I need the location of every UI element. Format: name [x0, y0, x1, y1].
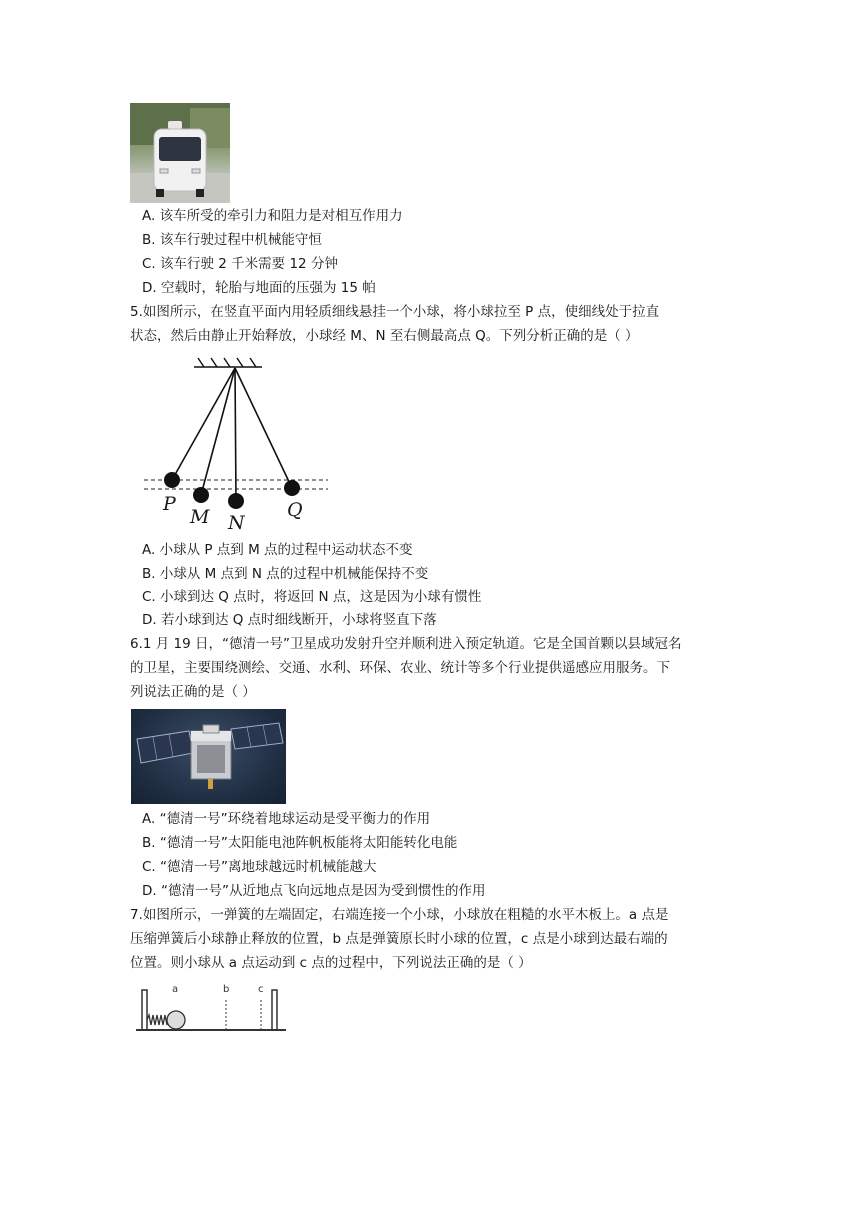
satellite-photo [131, 709, 286, 804]
autonomous-bus-photo [130, 103, 230, 203]
pendulum-figure [140, 355, 340, 535]
label-m: M [190, 506, 210, 528]
q5-option-a: A. 小球从 P 点到 M 点的过程中运动状态不变 [142, 542, 413, 558]
q6-option-c: C. “德清一号”离地球越远时机械能越大 [142, 859, 377, 875]
q5-option-c: C. 小球到达 Q 点时，将返回 N 点，这是因为小球有惯性 [142, 589, 482, 605]
q5-option-b: B. 小球从 M 点到 N 点的过程中机械能保持不变 [142, 566, 429, 582]
q5-stem-line-2: 状态，然后由静止开始释放，小球经 M、N 至右侧最高点 Q。下列分析正确的是（ ） [130, 328, 639, 344]
q6-stem-line-3: 列说法正确的是（ ） [130, 684, 256, 700]
q6-option-a: A. “德清一号”环绕着地球运动是受平衡力的作用 [142, 811, 431, 827]
label-p: P [163, 493, 176, 515]
q5-stem-line-1: 5.如图所示，在竖直平面内用轻质细线悬挂一个小球，将小球拉至 P 点，使细线处于拉直 [130, 304, 660, 320]
q5-option-d: D. 若小球到达 Q 点时细线断开，小球将竖直下落 [142, 612, 437, 628]
q4-option-c: C. 该车行驶 2 千米需要 12 分钟 [142, 256, 338, 272]
q4-option-d: D. 空载时，轮胎与地面的压强为 15 帕 [142, 280, 376, 296]
q7-stem-line-3: 位置。则小球从 a 点运动到 c 点的过程中，下列说法正确的是（ ） [130, 955, 532, 971]
label-a: a [172, 984, 179, 995]
q6-stem-line-1: 6.1 月 19 日，“德清一号”卫星成功发射升空并顺利进入预定轨道。它是全国首颗以县域冠名 [130, 636, 682, 652]
q7-stem-line-1: 7.如图所示，一弹簧的左端固定，右端连接一个小球，小球放在粗糙的水平木板上。a 点是 [130, 907, 669, 923]
q6-option-b: B. “德清一号”太阳能电池阵帆板能将太阳能转化电能 [142, 835, 458, 851]
q7-stem-line-2: 压缩弹簧后小球静止释放的位置，b 点是弹簧原长时小球的位置，c 点是小球到达最右端的 [130, 931, 668, 947]
label-b: b [223, 984, 230, 995]
q4-option-a: A. 该车所受的牵引力和阻力是对相互作用力 [142, 208, 403, 224]
spring-figure [134, 984, 294, 1036]
label-n: N [228, 512, 245, 534]
q6-option-d: D. “德清一号”从近地点飞向远地点是因为受到惯性的作用 [142, 883, 486, 899]
q6-stem-line-2: 的卫星，主要围绕测绘、交通、水利、环保、农业、统计等多个行业提供遥感应用服务。下 [130, 660, 670, 676]
label-q: Q [287, 499, 303, 521]
label-c: c [258, 984, 264, 995]
q4-option-b: B. 该车行驶过程中机械能守恒 [142, 232, 322, 248]
